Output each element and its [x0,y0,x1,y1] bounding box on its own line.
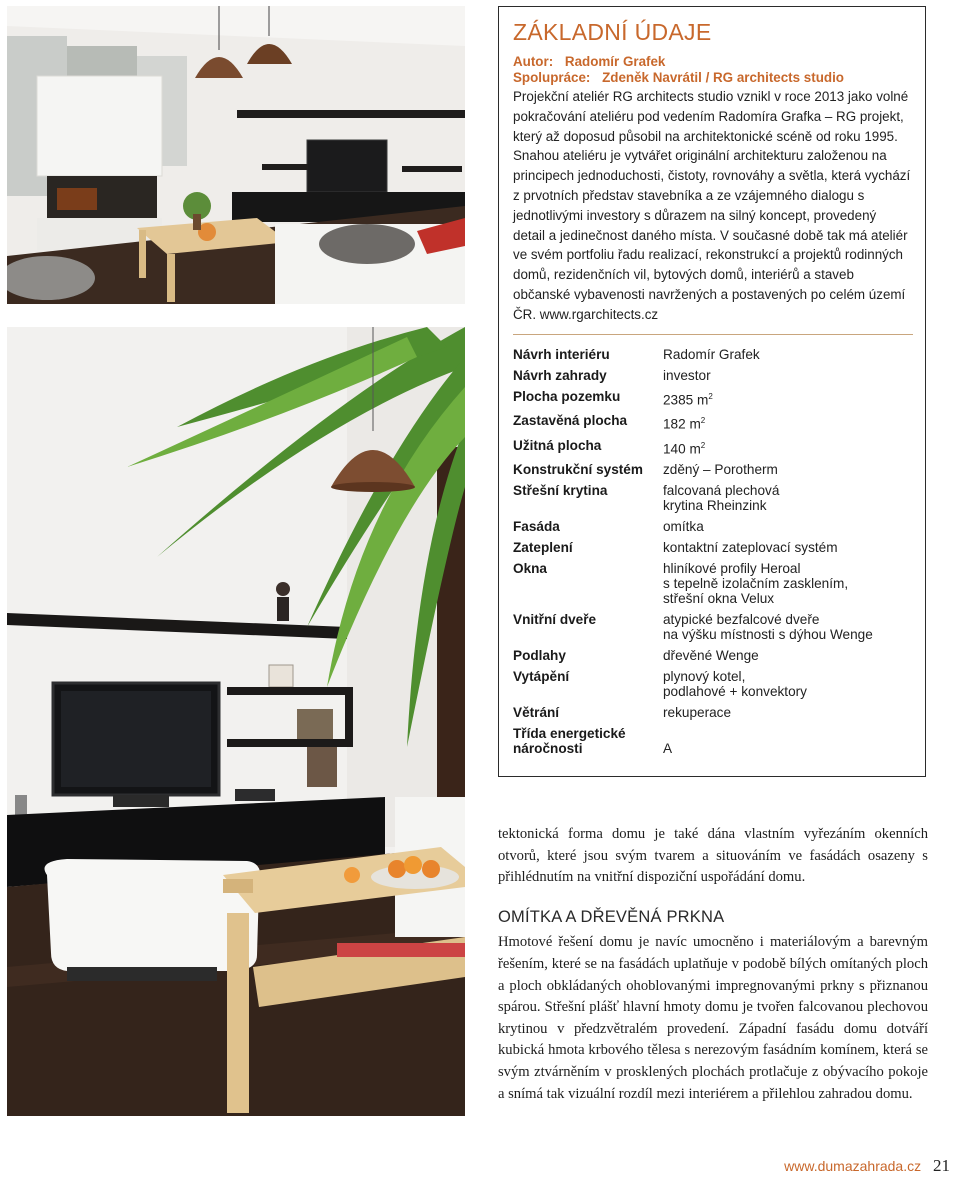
spec-key-text: Střešní krytina [513,483,608,499]
spec-value [663,438,911,463]
living-room-photo-bottom [7,327,465,1116]
spec-key-text: Návrh interiéru [513,346,610,362]
spec-value [663,483,911,519]
spec-key-text: Okna [513,561,547,577]
spec-value-text: plynový kotel, [663,669,746,685]
spec-value [663,726,911,762]
superscript: 2 [700,416,706,426]
spec-key [513,368,663,389]
spec-key [513,519,663,540]
spec-value-text: zděný – Porotherm [663,462,778,478]
collaboration-credit [513,70,911,86]
page-number: 21 [933,1156,950,1175]
spec-key-text: Větrání [513,705,560,721]
divider [513,334,913,335]
author-label: Autor: [513,54,554,69]
spec-key [513,540,663,561]
spec-key [513,726,663,762]
page-footer [784,1156,950,1176]
spec-value-text: omítka [663,519,704,535]
spec-value-text: falcovaná plechová [663,483,780,499]
spec-key [513,347,663,368]
article-paragraph: Hmotové řešení domu je navíc umocněno i materiálovým a barevným řešením, které se na fasádách uplatňuje v podobě bílých omítaných ploch a ploch obkládaných ohoblovanými impregnovanými prkny s přiznanou spárou. Střešní plášť hlavní hmoty domu je tvořen falcovanou plechovou krytinou v předzvětralém provedení. Západní fasádu domu dotváří kubická hmota krbového tělesa s nerezovým fasádním komínem, která se svým ztvárněním v prosklených plochách protlačuje z obývacího pokoje a snímá tak vizuální rozdíl mezi interiérem a přilehlou zahradou domu. [498,934,928,1102]
spec-value [663,462,911,483]
superscript: 2 [700,440,706,450]
section-heading: OMÍTKA A DŘEVĚNÁ PRKNA [498,907,725,926]
spec-key-text: Třída energetické [513,726,626,742]
footer-website-link[interactable]: www.dumazahrada.cz [784,1158,922,1174]
article-paragraph: tektonická forma domu je také dána vlastním vyřezáním okenních otvorů, které jsou svým tvarem a situováním ve fasádách osazeny s přihlédnutím na vnitřní dispoziční uspořádání domu. [498,826,928,886]
spec-list [513,347,911,763]
spec-key-text: Užitná plocha [513,437,602,453]
spec-key-text: Vnitřní dveře [513,612,597,628]
spec-key [513,612,663,648]
spec-value-text: rekuperace [663,705,732,721]
spec-value-text: Radomír Grafek [663,346,760,362]
spec-value-text: 182 m [663,416,701,432]
spec-key-text: náročnosti [513,741,583,757]
spec-key [513,413,663,438]
spec-value-text: investor [663,367,711,383]
box-title: ZÁKLADNÍ ÚDAJE [513,19,712,45]
spec-value [663,389,911,414]
spec-value [663,413,911,438]
spec-value [663,705,911,726]
spec-key [513,438,663,463]
spec-value [663,519,911,540]
spec-key-text: Zastavěná plocha [513,413,628,429]
spec-key [513,648,663,669]
spec-key [513,462,663,483]
spec-value-text: 2385 m [663,392,709,408]
spec-value-text: podlahové + konvektory [663,684,807,700]
spec-value [663,561,911,612]
author-credit [513,54,911,70]
spec-key-text: Zateplení [513,540,573,556]
article-column [498,824,928,1105]
superscript: 2 [708,391,713,401]
spec-key-text: Fasáda [513,519,560,535]
spec-key-text: Plocha pozemku [513,388,621,404]
project-info-box [498,6,926,777]
spec-value [663,612,911,648]
spec-value [663,540,911,561]
spec-key-text: Vytápění [513,669,570,685]
spec-key [513,705,663,726]
spec-value-text: na výšku místnosti s dýhou Wenge [663,627,873,643]
spec-value-text: s tepelně izolačním zasklením, [663,576,849,592]
spec-key [513,483,663,519]
living-room-photo-top [7,6,465,304]
studio-intro: Projekční ateliér RG architects studio vznikl v roce 2013 jako volné pokračování ateliéru pod vedením Radomíra Grafka – RG projekt, který až doposud působil na architektonické scéně od roku 1995. Snahou ateliéru je vytvářet originální architekturu založenou na principech jednoduchosti, čistoty, rovnováhy a světla, která vychází z prvotních představ stavebníka a ze vzájemného dialogu s jednotlivými investory s důrazem na silný koncept, provedený detail a jedinečnost daného místa. V současné době tak má ateliér ve svém portfoliu řadu realizací, rekonstrukcí a projektů rodinných domů, rezidenčních vil, bytových domů, interiérů a staveb občanské vybavenosti navržených a postavených po celém území ČR. www.rgarchitects.cz [513,89,911,322]
spec-value-text: krytina Rheinzink [663,498,767,514]
spec-value-text: kontaktní zateplovací systém [663,540,838,556]
spec-value [663,648,911,669]
author-value: Radomír Grafek [564,54,666,69]
collaboration-value: Zdeněk Navrátil / RG architects studio [602,70,844,85]
spec-value-text: atypické bezfalcové dveře [663,612,820,628]
spec-value-text: 140 m [663,441,701,457]
spec-key-text: Návrh zahrady [513,367,607,383]
spec-value-text: dřevěné Wenge [663,648,759,664]
spec-key [513,669,663,705]
spec-key [513,561,663,612]
spec-key [513,389,663,414]
spec-value [663,368,911,389]
spec-value-text: A [663,741,673,757]
spec-key-text: Podlahy [513,648,566,664]
spec-value-text: střešní okna Velux [663,591,775,607]
spec-value-text: hliníkové profily Heroal [663,561,801,577]
spec-value [663,669,911,705]
spec-value [663,347,911,368]
spec-key-text: Konstrukční systém [513,462,643,478]
collaboration-label: Spolupráce: [513,70,591,85]
